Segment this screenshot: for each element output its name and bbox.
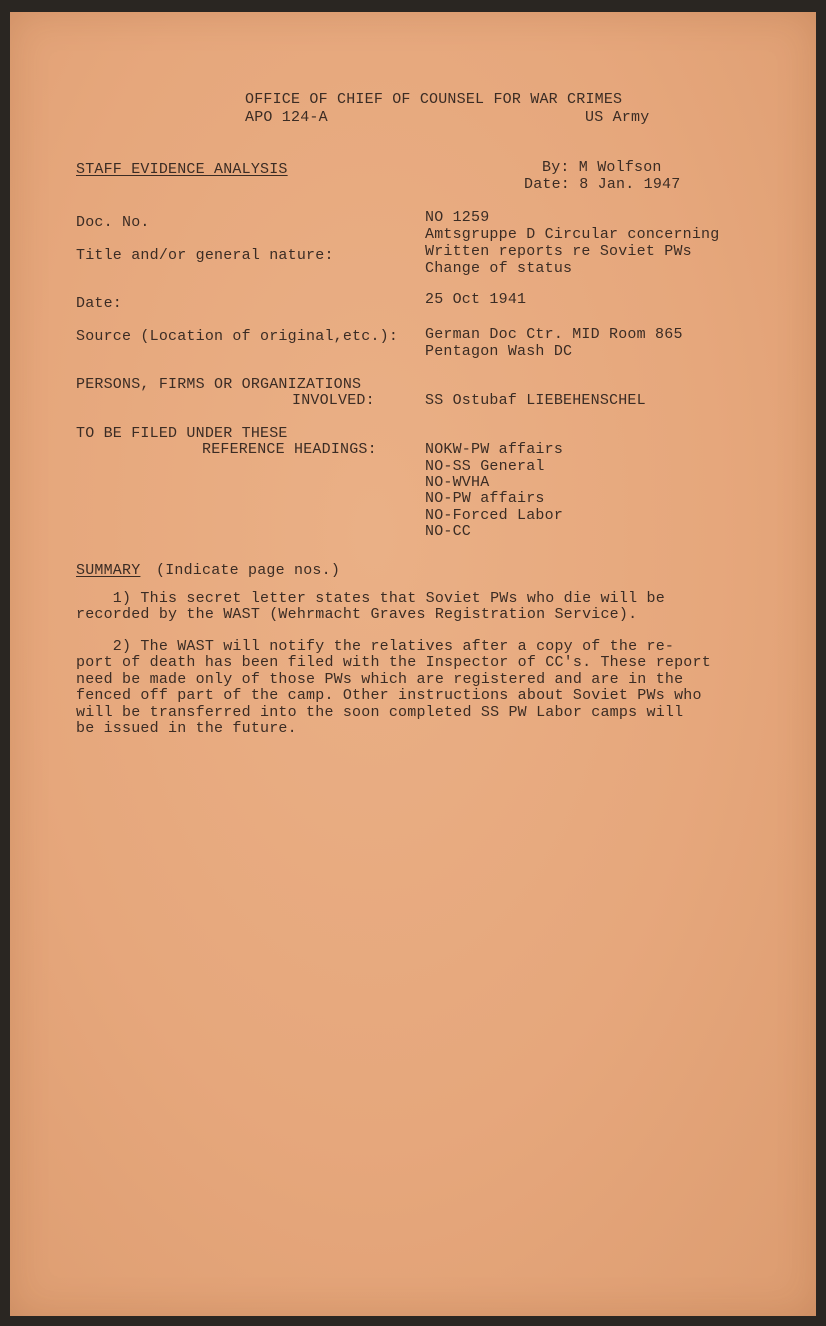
persons-label-involved: INVOLVED: bbox=[292, 392, 375, 409]
reference-heading: NO-Forced Labor bbox=[425, 507, 564, 524]
army-label: US Army bbox=[585, 109, 650, 126]
reference-heading: NO-PW affairs bbox=[425, 490, 545, 507]
source-value-line: Pentagon Wash DC bbox=[425, 343, 573, 360]
reference-heading: NO-WVHA bbox=[425, 474, 490, 491]
summary-paragraph-2-line: need be made only of those PWs which are registered and are in the bbox=[76, 671, 684, 688]
office-heading: OFFICE OF CHIEF OF COUNSEL FOR WAR CRIMES bbox=[245, 91, 623, 108]
summary-label-note: (Indicate page nos.) bbox=[156, 562, 341, 579]
filed-label-headings: REFERENCE HEADINGS: bbox=[202, 441, 377, 458]
reference-heading: NOKW-PW affairs bbox=[425, 441, 564, 458]
persons-label: PERSONS, FIRMS OR ORGANIZATIONS bbox=[76, 376, 362, 393]
title-value-line: Written reports re Soviet PWs bbox=[425, 243, 692, 260]
source-value-line: German Doc Ctr. MID Room 865 bbox=[425, 326, 683, 343]
title-value-line: Change of status bbox=[425, 260, 573, 277]
doc-no-value: NO 1259 bbox=[425, 209, 490, 226]
date-value: 25 Oct 1941 bbox=[425, 291, 527, 308]
summary-paragraph-2-line: be issued in the future. bbox=[76, 720, 297, 737]
summary-paragraph-2-line: will be transferred into the soon completed SS PW Labor camps will bbox=[76, 704, 684, 721]
filed-label: TO BE FILED UNDER THESE bbox=[76, 425, 288, 442]
apo-number: APO 124-A bbox=[245, 109, 328, 126]
reference-heading: NO-SS General bbox=[425, 458, 545, 475]
doc-no-label: Doc. No. bbox=[76, 214, 150, 231]
analyst-name: By: M Wolfson bbox=[542, 159, 662, 176]
analysis-title: STAFF EVIDENCE ANALYSIS bbox=[76, 161, 288, 178]
summary-paragraph-2-line: port of death has been filed with the Inspector of CC's. These report bbox=[76, 654, 711, 671]
analysis-date: Date: 8 Jan. 1947 bbox=[524, 176, 681, 193]
title-label: Title and/or general nature: bbox=[76, 247, 334, 264]
source-label: Source (Location of original,etc.): bbox=[76, 328, 399, 345]
persons-value: SS Ostubaf LIEBEHENSCHEL bbox=[425, 392, 646, 409]
summary-paragraph-1-line: 1) This secret letter states that Soviet PWs who die will be bbox=[76, 590, 665, 607]
summary-paragraph-1-line: recorded by the WAST (Wehrmacht Graves Registration Service). bbox=[76, 606, 638, 623]
date-label: Date: bbox=[76, 295, 123, 312]
title-value-line: Amtsgruppe D Circular concerning bbox=[425, 226, 720, 243]
reference-heading: NO-CC bbox=[425, 523, 472, 540]
summary-paragraph-2-line: 2) The WAST will notify the relatives after a copy of the re- bbox=[76, 638, 675, 655]
summary-paragraph-2-line: fenced off part of the camp. Other instructions about Soviet PWs who bbox=[76, 687, 702, 704]
summary-label: SUMMARY bbox=[76, 562, 141, 579]
